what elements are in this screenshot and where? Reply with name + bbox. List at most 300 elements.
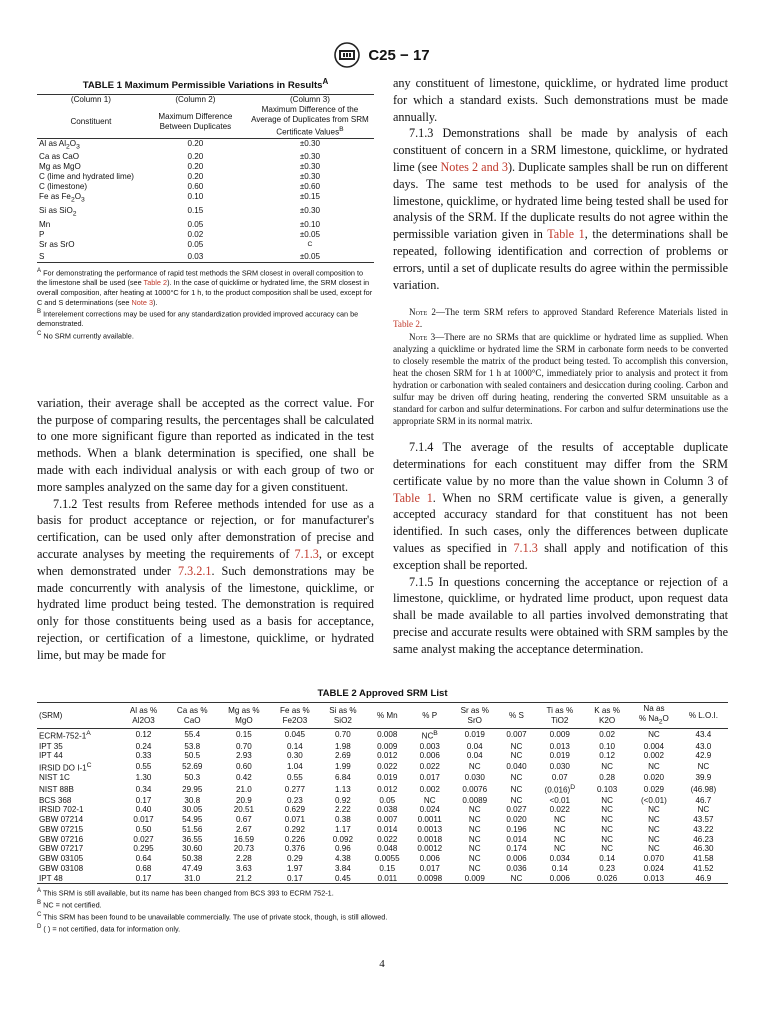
value-cell: 0.28 — [599, 773, 615, 783]
value-cell: 6.84 — [335, 773, 351, 783]
srm-diff-cell: ±0.30 — [299, 206, 321, 216]
table2-footnote-c: $^C$ This SRM has been found to be unavailable commercially. The use of private stock, though, is still allowed. — [37, 911, 388, 922]
table1 — [37, 94, 374, 263]
value-cell: 0.0089 — [462, 795, 488, 805]
value-cell: NC — [468, 854, 481, 864]
value-cell: NC — [648, 762, 660, 772]
value-cell: NC — [553, 815, 566, 825]
value-cell: 0.50 — [135, 824, 152, 834]
constituent-cell: Fe as $Fe_2O_3$ — [39, 192, 85, 205]
value-cell: 1.30 — [135, 773, 152, 783]
value-cell: 46.7 — [695, 795, 712, 805]
table1-title: TABLE 1 Maximum Permissible Variations in Results$^A$ — [82, 77, 329, 92]
table-row — [37, 162, 374, 172]
p-cell: 0.002 — [419, 784, 440, 794]
value-cell: 30.05 — [182, 805, 203, 815]
p-cell: 0.0018 — [417, 834, 443, 844]
value-cell: NC — [601, 844, 613, 854]
value-cell: 0.05 — [379, 795, 396, 805]
value-cell: 0.014 — [377, 824, 398, 834]
value-cell: 50.5 — [184, 751, 201, 761]
value-cell: 0.009 — [451, 874, 499, 884]
value-cell: 0.0076 — [462, 784, 488, 794]
value-cell: <0.01 — [549, 795, 571, 805]
value-cell: 0.024 — [643, 863, 665, 873]
value-cell: 0.029 — [643, 784, 665, 794]
value-cell: 0.34 — [135, 784, 152, 794]
table2-mg-header: Mg as % MgO — [218, 703, 270, 729]
value-cell: 42.9 — [695, 751, 712, 761]
value-cell: 47.49 — [182, 863, 203, 873]
table2-s-header: % S — [499, 703, 535, 729]
table-row — [37, 252, 374, 263]
value-cell: 0.174 — [506, 844, 527, 854]
table-row — [37, 761, 728, 773]
value-cell: NC — [499, 874, 535, 884]
value-cell: 54.95 — [182, 815, 203, 825]
table-row — [37, 729, 728, 742]
value-cell: 0.04 — [466, 751, 483, 761]
value-cell: 0.629 — [284, 805, 306, 815]
value-cell: 52.69 — [182, 762, 203, 772]
srm-name-cell: NIST 1C — [39, 773, 70, 783]
value-cell: NC — [601, 762, 613, 772]
p-cell: 0.022 — [419, 762, 440, 772]
p-cell: 0.006 — [419, 751, 440, 761]
value-cell: 0.96 — [335, 844, 351, 854]
srm-diff-cell: ±0.30 — [299, 172, 321, 182]
srm-name-cell: ECRM-$752-1^A$ — [39, 730, 91, 741]
value-cell: 0.007 — [506, 730, 527, 740]
section-7-1-2: 7.1.2 Test results from Referee methods intended for use as a basis for product acceptance or rejection, or for manufacturer's certification, can be used only after demonstration of precise and accurate analyses by meeting the requirements of 7.1.3, or except when demonstrated under 7.3.2.1. Such demonstrations may be made concurrently with analysis of the limestone, quicklime, or hydrated lime product being tested. The demonstration is required only for those constituents being used as a basis for acceptance, rejection, or certification of a limestone, quicklime, or hydrated lime, but may be made for — [37, 496, 374, 662]
table-row — [37, 805, 728, 815]
p-cell: 0.0012 — [417, 844, 443, 854]
duplicate-diff-cell: 0.05 — [187, 219, 204, 229]
value-cell: 43.57 — [693, 815, 714, 825]
duplicate-diff-cell: 0.20 — [187, 162, 204, 172]
value-cell: 0.70 — [236, 741, 252, 751]
value-cell: 0.14 — [599, 854, 615, 864]
srm-diff-cell: ±0.05 — [299, 229, 321, 239]
value-cell: 1.97 — [287, 863, 303, 873]
section714-ref-7-1-3[interactable]: 7.1.3 — [513, 541, 538, 556]
value-cell: 41.52 — [693, 863, 714, 873]
value-cell: 43.22 — [693, 824, 714, 834]
value-cell: 0.42 — [236, 773, 252, 783]
duplicate-diff-cell: 0.20 — [187, 152, 204, 162]
table-row — [37, 796, 728, 806]
srm-name-cell: NIST 88B — [39, 784, 74, 794]
srm-diff-cell: ±0.30 — [299, 152, 321, 162]
table-row — [37, 773, 728, 783]
p-cell: 0.006 — [419, 854, 440, 864]
value-cell: 0.38 — [335, 815, 351, 825]
value-cell: 3.84 — [335, 863, 351, 873]
value-cell: 0.004 — [643, 741, 665, 751]
note-2: Note 2—The term SRM refers to approved Standard Reference Materials listed in Table 2. — [393, 307, 728, 330]
value-cell: 29.95 — [182, 784, 203, 794]
srm-diff-cell: ±0.15 — [299, 192, 321, 202]
table-row — [37, 138, 374, 152]
value-cell: 0.55 — [287, 773, 303, 783]
table-row — [37, 751, 728, 761]
value-cell: 0.60 — [236, 762, 252, 772]
value-cell: 53.8 — [184, 741, 201, 751]
value-cell: 0.027 — [506, 805, 527, 815]
constituent-cell: Sr as SrO — [39, 239, 75, 249]
value-cell: 0.196 — [506, 824, 527, 834]
table1-footnote-b: $^B$ Interelement corrections may be used for any standardization provided improved accuracy can be demonstrated. — [37, 308, 359, 329]
value-cell: 0.226 — [284, 834, 306, 844]
srm-name-cell: IPT 44 — [39, 751, 63, 761]
value-cell: 0.011 — [366, 874, 408, 884]
table-row — [37, 835, 728, 845]
value-cell: 0.012 — [377, 751, 398, 761]
value-cell: 0.17 — [135, 795, 152, 805]
value-cell: 43.4 — [695, 730, 712, 740]
table2-footnote-a: $^A$ This SRM is still available, but its name has been changed from BCS 393 to ECRM 752-1. — [37, 887, 334, 898]
value-cell: 30.60 — [182, 844, 203, 854]
value-cell: 0.70 — [335, 730, 351, 740]
value-cell: 0.030 — [549, 762, 570, 772]
table2-fe-header: Fe as % Fe2O3 — [270, 703, 320, 729]
value-cell: 41.58 — [693, 854, 714, 864]
constituent-cell: P — [39, 229, 45, 239]
table2-ti-header: Ti as % TiO2 — [534, 703, 585, 729]
p-cell: 0.024 — [419, 805, 440, 815]
value-cell: $(0.016)^D$ — [544, 784, 576, 795]
value-cell: NC — [648, 834, 660, 844]
note2-table2-link[interactable]: Table 2 — [393, 319, 420, 330]
value-cell: NC — [468, 834, 481, 844]
value-cell: NC — [553, 834, 566, 844]
value-cell: 0.0055 — [374, 854, 400, 864]
value-cell: 46.9 — [679, 874, 728, 884]
value-cell: 0.40 — [135, 805, 152, 815]
duplicate-diff-cell: 0.60 — [187, 182, 204, 192]
value-cell: 0.022 — [377, 762, 398, 772]
srm-name-cell: IPT 35 — [39, 741, 63, 751]
value-cell: 0.14 — [551, 863, 568, 873]
page-header — [0, 42, 764, 68]
duplicate-diff-cell: 0.05 — [187, 239, 204, 249]
value-cell: 20.73 — [233, 844, 255, 854]
value-cell: 0.071 — [284, 815, 306, 825]
srm-name-cell: IRSID 702-1 — [39, 805, 84, 815]
value-cell: 0.002 — [643, 751, 665, 761]
value-cell: 39.9 — [695, 773, 712, 783]
value-cell: 21.2 — [218, 874, 270, 884]
value-cell: NC — [510, 784, 523, 794]
duplicate-diff-cell: 0.15 — [187, 206, 204, 216]
table1-constituent-header: Constituent — [37, 105, 145, 138]
value-cell: NC — [553, 824, 566, 834]
srm-name-cell: IPT 48 — [37, 874, 120, 884]
value-cell: 0.29 — [287, 854, 303, 864]
right-column — [393, 75, 728, 658]
value-cell: 20.51 — [233, 805, 255, 815]
value-cell: 0.92 — [335, 795, 351, 805]
value-cell: 0.020 — [506, 815, 527, 825]
value-cell: 1.98 — [335, 741, 351, 751]
srm-name-cell: GBW 03108 — [39, 863, 84, 873]
p-cell: 0.017 — [419, 773, 440, 783]
value-cell: 0.009 — [549, 730, 570, 740]
ref-7-3-2-1[interactable]: 7.3.2.1 — [177, 563, 212, 578]
value-cell: 0.019 — [549, 751, 570, 761]
p-cell: 0.017 — [419, 863, 440, 873]
value-cell: 0.292 — [284, 824, 306, 834]
constituent-cell: Si as SiO$_2$ — [39, 206, 77, 218]
value-cell: 0.295 — [133, 844, 154, 854]
duplicate-diff-cell: 0.03 — [145, 252, 246, 263]
table2-sr-header: Sr as % SrO — [451, 703, 499, 729]
value-cell: 3.63 — [236, 863, 252, 873]
value-cell: NC — [468, 762, 481, 772]
table-row — [37, 192, 374, 206]
value-cell: 0.006 — [534, 874, 585, 884]
section-7-1-3: 7.1.3 Demonstrations shall be made by analysis of each constituent of concern in a SRM limestone, quicklime, or hydrated lime (see Notes 2 and 3). Duplicate samples shall be run on different days. The same test methods to be used for analysis of the limestone, quicklime, or hydrated lime being tested shall be used for analysis of the SRM. If the duplicate results do not agree within the permissible variation given in Table 1, the determinations shall be repeated, following identification and correction of problems or errors, until a set of duplicate results do agree within the permissible variation. — [393, 126, 728, 292]
table-row — [37, 182, 374, 192]
value-cell: 0.12 — [135, 730, 152, 740]
value-cell: 20.9 — [236, 795, 252, 805]
value-cell: 0.040 — [506, 762, 527, 772]
value-cell: 0.012 — [377, 784, 398, 794]
value-cell: NC — [510, 741, 523, 751]
value-cell: 0.092 — [332, 834, 354, 844]
value-cell: NC — [648, 815, 660, 825]
p-cell: 0.0011 — [417, 815, 442, 825]
value-cell: 0.019 — [377, 773, 398, 783]
value-cell: 0.02 — [599, 730, 615, 740]
value-cell: 1.99 — [335, 762, 351, 772]
table1-col1-label: (Column 1) — [37, 95, 145, 106]
value-cell: 2.67 — [236, 824, 252, 834]
value-cell: 0.376 — [284, 844, 306, 854]
srm-name-cell: GBW 03105 — [39, 854, 84, 864]
table-row — [37, 864, 728, 874]
value-cell: NC — [601, 815, 613, 825]
constituent-cell: C (limestone) — [39, 182, 88, 192]
value-cell: 43.0 — [695, 741, 712, 751]
value-cell: 0.55 — [135, 762, 152, 772]
value-cell: 0.036 — [506, 863, 527, 873]
value-cell: NC — [510, 751, 523, 761]
value-cell: 0.07 — [551, 773, 568, 783]
p-cell: 0.0098 — [409, 874, 451, 884]
value-cell: 0.277 — [284, 784, 306, 794]
value-cell: NC — [601, 824, 613, 834]
value-cell: NC — [601, 834, 613, 844]
srm-name-cell: GBW 07217 — [39, 844, 84, 854]
table1-col2-label: (Column 2) — [145, 95, 246, 106]
value-cell: NC — [510, 795, 523, 805]
value-cell: 0.30 — [287, 751, 303, 761]
value-cell: 51.56 — [182, 824, 203, 834]
value-cell: NC — [648, 805, 660, 815]
value-cell: 0.013 — [549, 741, 570, 751]
value-cell: 0.013 — [629, 874, 679, 884]
table2-mn-header: % Mn — [366, 703, 408, 729]
constituent-cell: S — [37, 252, 145, 263]
value-cell: 55.4 — [184, 730, 201, 740]
table-row — [37, 742, 728, 752]
constituent-cell: Mn — [39, 219, 51, 229]
constituent-cell: Mg as MgO — [39, 162, 81, 172]
duplicate-diff-cell: 0.02 — [187, 229, 204, 239]
srm-diff-cell: C — [307, 240, 313, 248]
value-cell: NC — [468, 824, 481, 834]
value-cell: 0.103 — [596, 784, 618, 794]
table2-al-header: Al as % Al2O3 — [120, 703, 166, 729]
value-cell: NC — [648, 730, 660, 740]
value-cell: 1.17 — [335, 824, 351, 834]
value-cell: 0.027 — [133, 834, 154, 844]
note3-link[interactable]: Note 3 — [131, 297, 154, 307]
table2-section — [37, 688, 728, 934]
value-cell: 0.070 — [643, 854, 665, 864]
astm-logo-icon — [334, 42, 360, 68]
p-cell: NC — [423, 795, 436, 805]
p-cell: 0.003 — [419, 741, 440, 751]
standard-designation: C25 − 17 — [368, 46, 430, 64]
table-row — [37, 152, 374, 162]
p-cell: $NC^B$ — [421, 730, 438, 741]
value-cell: 31.0 — [167, 874, 218, 884]
table2-ca-header: Ca as % CaO — [167, 703, 218, 729]
table-row — [37, 825, 728, 835]
value-cell: 0.030 — [464, 773, 485, 783]
value-cell: NC — [510, 773, 523, 783]
value-cell: NC — [648, 844, 660, 854]
table2-srm-header: (SRM) — [37, 703, 120, 729]
left-paragraph-1: variation, their average shall be accepted as the correct value. For the purpose of comparing results, the percentages shall be calculated to one more significant figure than reported as indicated in the test methods. When a blank determination is specified, one shall be made with each individual analysis or with each group of two or more samples analyzed on the same day for a given constituent. — [37, 395, 374, 494]
value-cell: 0.68 — [135, 863, 152, 873]
srm-name-cell: GBW 07215 — [39, 824, 84, 834]
table1-srm-header: Maximum Difference of the Average of Duplicates from SRM Certificate Values$^B$ — [246, 105, 374, 138]
value-cell: 0.009 — [377, 741, 398, 751]
value-cell: 0.17 — [270, 874, 320, 884]
constituent-cell: C (lime and hydrated lime) — [39, 172, 134, 182]
table2-link[interactable]: Table 2 — [143, 278, 168, 288]
srm-diff-cell: ±0.30 — [299, 138, 321, 148]
value-cell: 0.45 — [320, 874, 366, 884]
value-cell: 0.045 — [284, 730, 306, 740]
right-paragraph-1: any constituent of limestone, quicklime, or hydrated lime product for which a standard exists. Such demonstrations must be made annually. — [393, 76, 728, 124]
value-cell: 0.04 — [466, 741, 483, 751]
value-cell: 50.38 — [182, 854, 203, 864]
value-cell: 0.026 — [585, 874, 629, 884]
ref-7-1-3[interactable]: 7.1.3 — [294, 546, 319, 561]
value-cell: 36.55 — [182, 834, 203, 844]
value-cell: 0.048 — [377, 844, 398, 854]
table2-k-header: K as % K2O — [585, 703, 629, 729]
table-row — [37, 240, 374, 253]
value-cell: NC — [697, 805, 710, 815]
table2-p-header: % P — [409, 703, 451, 729]
value-cell: 0.022 — [549, 805, 570, 815]
table2-si-header: Si as % SiO2 — [320, 703, 366, 729]
value-cell: 0.15 — [379, 863, 396, 873]
table-row — [37, 783, 728, 795]
duplicate-diff-cell: 0.20 — [187, 172, 204, 182]
value-cell: 0.10 — [599, 741, 615, 751]
value-cell: (<0.01) — [640, 795, 667, 805]
value-cell: 0.038 — [377, 805, 398, 815]
srm-diff-cell: ±0.60 — [299, 182, 321, 192]
value-cell: 0.14 — [287, 741, 303, 751]
value-cell: NC — [601, 805, 613, 815]
value-cell: NC — [553, 844, 566, 854]
value-cell: 46.23 — [693, 834, 714, 844]
value-cell: 46.30 — [693, 844, 714, 854]
value-cell: 0.006 — [506, 854, 527, 864]
value-cell: 0.17 — [120, 874, 166, 884]
table-row — [37, 220, 374, 230]
value-cell: 0.67 — [236, 815, 252, 825]
srm-name-cell: GBW 07214 — [39, 815, 84, 825]
left-column — [37, 75, 374, 664]
value-cell: NC — [468, 815, 481, 825]
srm-name-cell: BCS 368 — [39, 795, 72, 805]
p-cell: 0.0013 — [417, 824, 443, 834]
value-cell: 30.8 — [184, 795, 201, 805]
table1-duplicates-header: Maximum Difference Between Duplicates — [145, 105, 246, 138]
constituent-cell: Al as $Al_2O_3$ — [39, 138, 80, 151]
duplicate-diff-cell: 0.20 — [187, 138, 204, 148]
value-cell: 1.04 — [287, 762, 303, 772]
note-3: Note 3—There are no SRMs that are quicklime or hydrated lime as supplied. When analyzing a quicklime or hydrated lime the SRM in carbonate form needs to be converted to closely resemble the matrix of the product being tested. To accomplish this conversion, heat the chosen SRM for 1 h at 1000°C, immediately prior to analysis and protect it from hydration or carbonation with sealed containers and desiccation during cooling. Carbon and sulfur may be driven off during heating, rendering the converted SRM unsuitable as a standard for carbon and sulfur determinations. For carbon and sulfur determinations use the appropriate SRM in its normal matrix. — [393, 331, 728, 427]
value-cell: 2.93 — [236, 751, 252, 761]
section-7-1-4: 7.1.4 The average of the results of acceptable duplicate determinations for each constituent may differ from the SRM certificate value by no more than the value shown in Column 3 of Table 1. When no SRM certificate value is given, a generally accepted accuracy standard for that constituent has not been identified. In such cases, only the differences between duplicate values as specified in 7.1.3 shall apply and notification of this exception shall be reported. — [393, 440, 728, 572]
value-cell: 0.12 — [599, 751, 615, 761]
duplicate-diff-cell: 0.10 — [187, 192, 204, 202]
table2-footnote-d: $^D$ ( ) = not certified, data for information only. — [37, 923, 181, 934]
page-number: 4 — [379, 958, 385, 970]
value-cell: 0.15 — [236, 730, 252, 740]
value-cell: 0.23 — [599, 863, 615, 873]
value-cell: 50.3 — [184, 773, 201, 783]
table-row — [37, 206, 374, 220]
value-cell: 21.0 — [236, 784, 252, 794]
srm-diff-cell: ±0.05 — [246, 252, 374, 263]
table-row — [37, 230, 374, 240]
srm-name-cell: GBW 07216 — [39, 834, 84, 844]
srm-name-cell: IRSID DO $I-1^C$ — [39, 762, 92, 773]
value-cell: 0.33 — [135, 751, 152, 761]
table-row — [37, 854, 728, 864]
table2-title: TABLE 2 Approved SRM List — [317, 688, 448, 699]
value-cell: 0.008 — [377, 730, 398, 740]
notes-2-3-link[interactable]: Notes 2 and 3 — [440, 159, 508, 174]
table2-na-header: Na as % $Na_2O$ — [629, 703, 679, 729]
value-cell: NC — [468, 805, 481, 815]
section714-table1-link[interactable]: Table 1 — [393, 490, 433, 505]
value-cell: NC — [468, 863, 481, 873]
table2-loi-header: % L.O.I. — [679, 703, 728, 729]
value-cell: 0.017 — [133, 815, 154, 825]
table-row — [37, 172, 374, 182]
value-cell: 2.28 — [236, 854, 252, 864]
value-cell: 0.019 — [464, 730, 485, 740]
value-cell: 4.38 — [335, 854, 351, 864]
table1-link[interactable]: Table 1 — [547, 227, 585, 242]
value-cell: NC — [601, 795, 613, 805]
table-row — [37, 844, 728, 854]
value-cell: 1.13 — [335, 784, 351, 794]
table2-footnote-b: $^B$ NC = not certified. — [37, 899, 102, 910]
table1-col3-label: (Column 3) — [246, 95, 374, 106]
